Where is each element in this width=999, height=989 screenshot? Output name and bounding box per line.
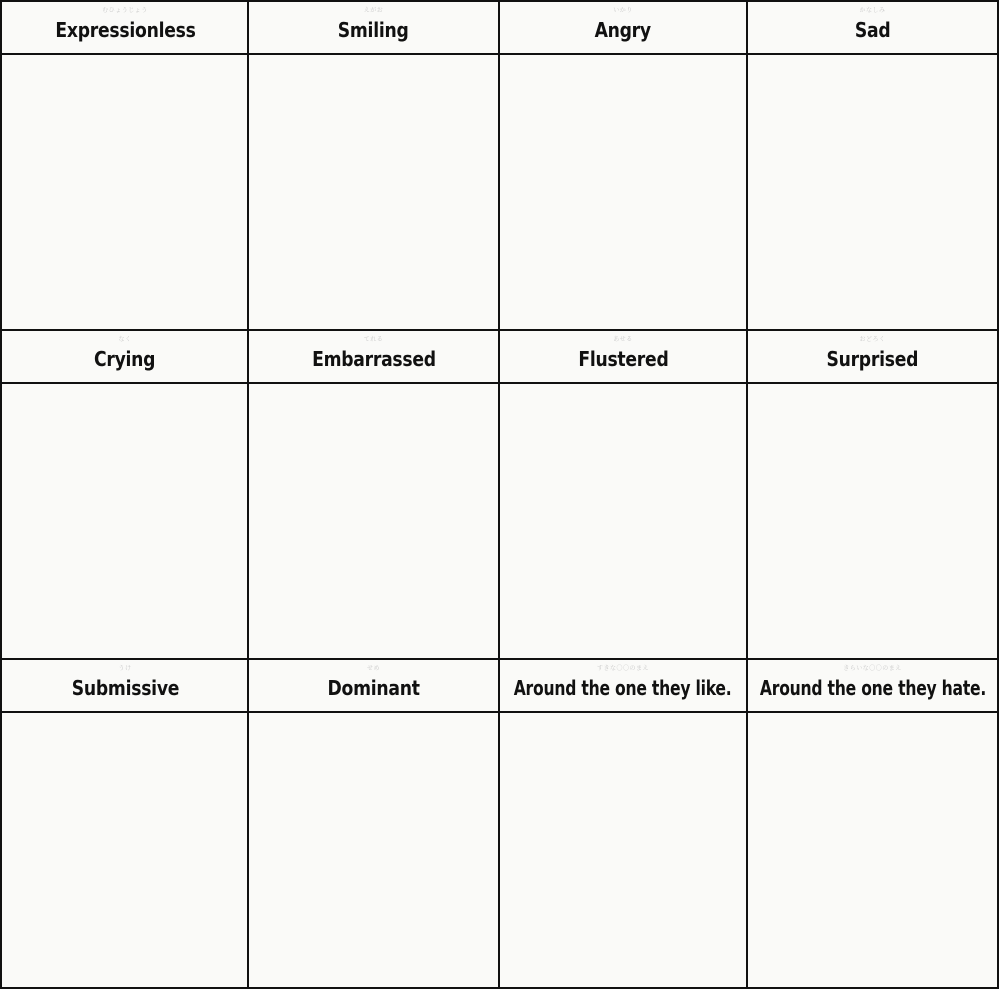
label-crying: Crying (94, 346, 156, 371)
cell-title-flustered (500, 331, 746, 382)
cell-title-surprised (748, 331, 997, 382)
grid-line-row3-title (0, 711, 999, 713)
label-flustered: Flustered (577, 346, 669, 371)
cell-title-embarrassed (249, 331, 498, 382)
grid-line-row2-bottom (0, 658, 999, 660)
cell-title-around-liked (500, 660, 746, 711)
ruby-text: せめ (366, 665, 380, 672)
grid-line-col2 (498, 0, 500, 989)
ruby-text: いかり (613, 7, 633, 14)
cell-title-expressionless (2, 2, 248, 53)
draw-area-flustered[interactable] (501, 384, 746, 658)
label-expressionless: Expressionless (54, 17, 196, 42)
cell-title-dominant (249, 660, 498, 711)
draw-area-angry[interactable] (501, 55, 746, 329)
cell-title-smiling (249, 2, 498, 53)
label-angry: Angry (594, 17, 652, 42)
ruby-text: おどろく (859, 336, 886, 343)
label-embarrassed: Embarrassed (311, 346, 436, 371)
grid-line-row1-bottom (0, 329, 999, 331)
cell-title-submissive (2, 660, 248, 711)
draw-area-around-liked[interactable] (501, 713, 746, 987)
draw-area-expressionless[interactable] (2, 55, 248, 329)
ruby-text: すきな〇〇のまえ (596, 665, 649, 672)
label-smiling: Smiling (338, 17, 409, 42)
ruby-text: てれる (363, 336, 384, 343)
draw-area-embarrassed[interactable] (250, 384, 498, 658)
draw-area-sad[interactable] (749, 55, 997, 329)
grid-line-top (0, 0, 999, 2)
ruby-text: きらいな〇〇のまえ (843, 665, 902, 672)
label-surprised: Surprised (826, 346, 919, 371)
grid-line-left (0, 0, 2, 989)
ruby-text: あせる (613, 336, 633, 343)
ruby-text: なく (118, 336, 132, 343)
grid-line-col3 (746, 0, 748, 989)
grid-line-row1-title (0, 53, 999, 55)
draw-area-submissive[interactable] (2, 713, 248, 987)
label-submissive: Submissive (71, 675, 179, 700)
draw-area-dominant[interactable] (250, 713, 498, 987)
draw-area-around-hated[interactable] (749, 713, 997, 987)
grid-line-col1 (247, 0, 249, 989)
cell-title-crying (2, 331, 248, 382)
ruby-text: えがお (363, 7, 384, 14)
draw-area-crying[interactable] (2, 384, 248, 658)
label-dominant: Dominant (327, 675, 420, 700)
cell-title-around-hated (748, 660, 997, 711)
label-around-liked: Around the one they like. (514, 675, 732, 700)
draw-area-smiling[interactable] (250, 55, 498, 329)
label-sad: Sad (854, 17, 891, 42)
label-around-hated: Around the one they hate. (759, 675, 986, 700)
ruby-text: むひょうじょう (102, 7, 148, 14)
ruby-text: かなしみ (859, 7, 886, 14)
cell-title-angry (500, 2, 746, 53)
draw-area-surprised[interactable] (749, 384, 997, 658)
cell-title-sad (748, 2, 997, 53)
ruby-text: うけ (118, 665, 132, 672)
grid-line-row2-title (0, 382, 999, 384)
